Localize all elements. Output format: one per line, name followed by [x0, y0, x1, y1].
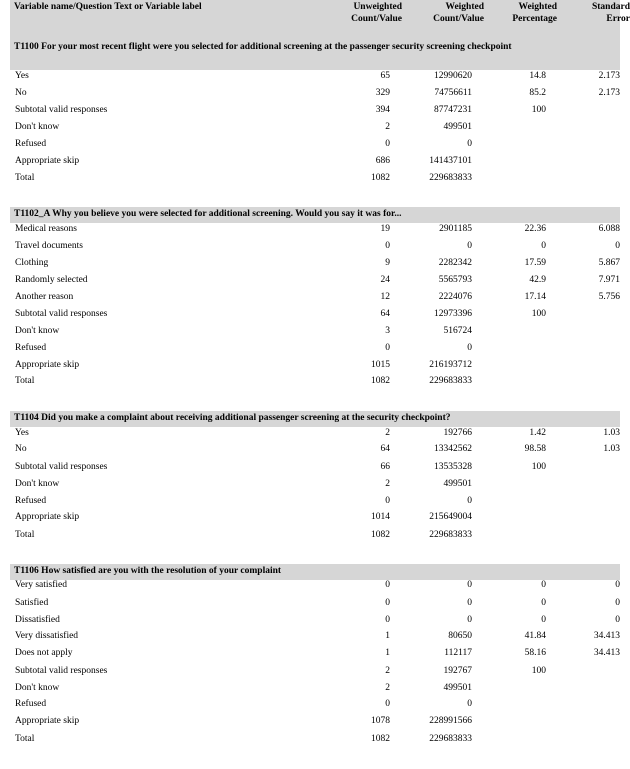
question-t1104 — [10, 411, 620, 427]
unweighted-count: 394 — [375, 105, 390, 115]
table-row — [10, 376, 620, 390]
weighted-percentage: 42.9 — [529, 275, 546, 285]
row-label: Don't know — [15, 683, 60, 693]
weighted-count: 0 — [467, 496, 472, 506]
standard-error: 34.413 — [593, 631, 620, 641]
unweighted-count: 64 — [380, 444, 390, 454]
table-row — [10, 326, 620, 340]
row-label: No — [15, 88, 27, 98]
table-header — [10, 0, 630, 28]
table-row — [10, 734, 620, 748]
weighted-count: 2901185 — [439, 224, 472, 234]
row-label: Randomly selected — [15, 275, 88, 285]
row-label: Total — [15, 530, 35, 540]
table-row — [10, 512, 620, 526]
row-label: Medical reasons — [15, 224, 77, 234]
row-label: Yes — [15, 428, 29, 438]
table-row — [10, 343, 620, 357]
unweighted-count: 66 — [380, 462, 390, 472]
standard-error: 5.867 — [598, 258, 620, 268]
question-title: T1100 For your most recent flight were you selected for additional screening at the passenger security screening checkpoint — [14, 42, 512, 52]
table-row — [10, 683, 620, 697]
row-label: Satisfied — [15, 598, 49, 608]
weighted-count: 216193712 — [429, 360, 472, 370]
row-label: Clothing — [15, 258, 49, 268]
table-row — [10, 122, 620, 136]
question-title: T1106 How satisfied are you with the resolution of your complaint — [14, 566, 282, 576]
row-label: Appropriate skip — [15, 360, 80, 370]
row-label: Yes — [15, 71, 29, 81]
weighted-percentage: 22.36 — [524, 224, 546, 234]
weighted-percentage: 85.2 — [529, 88, 546, 98]
row-label: Refused — [15, 139, 47, 149]
standard-error: 6.088 — [598, 224, 620, 234]
table-row — [10, 648, 620, 662]
unweighted-count: 1015 — [371, 360, 390, 370]
weighted-percentage: 58.16 — [524, 648, 546, 658]
question-title: T1104 Did you make a complaint about receiving additional passenger screening at the security checkpoint? — [14, 413, 451, 423]
weighted-percentage: 0 — [541, 598, 546, 608]
unweighted-count: 0 — [385, 343, 390, 353]
row-label: Subtotal valid responses — [15, 462, 108, 472]
table-row — [10, 105, 620, 119]
table-row — [10, 292, 620, 306]
unweighted-count: 9 — [385, 258, 390, 268]
table-row — [10, 496, 620, 510]
standard-error: 0 — [615, 241, 620, 251]
weighted-count: 0 — [467, 580, 472, 590]
weighted-count: 499501 — [443, 122, 472, 132]
unweighted-count: 1082 — [371, 530, 390, 540]
row-label: Don't know — [15, 479, 60, 489]
standard-error: 0 — [615, 598, 620, 608]
weighted-count: 0 — [467, 615, 472, 625]
table-row — [10, 598, 620, 612]
table-row — [10, 462, 620, 476]
unweighted-count: 65 — [380, 71, 390, 81]
table-row — [10, 716, 620, 730]
unweighted-count: 1 — [385, 648, 390, 658]
unweighted-count: 1014 — [371, 512, 390, 522]
standard-error: 34.413 — [593, 648, 620, 658]
table-row — [10, 428, 620, 442]
row-label: Subtotal valid responses — [15, 666, 108, 676]
weighted-percentage: 1.42 — [529, 428, 546, 438]
row-label: No — [15, 444, 27, 454]
weighted-percentage: 0 — [541, 580, 546, 590]
row-label: Another reason — [15, 292, 74, 302]
unweighted-count: 2 — [385, 428, 390, 438]
unweighted-count: 19 — [380, 224, 390, 234]
unweighted-count: 0 — [385, 241, 390, 251]
weighted-percentage: 17.59 — [524, 258, 546, 268]
unweighted-count: 329 — [375, 88, 390, 98]
weighted-count: 141437101 — [429, 156, 472, 166]
weighted-count: 80650 — [448, 631, 472, 641]
weighted-count: 229683833 — [429, 173, 472, 183]
unweighted-count: 1082 — [371, 376, 390, 386]
standard-error: 2.173 — [598, 88, 620, 98]
weighted-count: 13535328 — [434, 462, 472, 472]
row-label: Subtotal valid responses — [15, 105, 108, 115]
weighted-count: 112117 — [444, 648, 472, 658]
unweighted-count: 2 — [385, 479, 390, 489]
weighted-percentage: 0 — [541, 241, 546, 251]
weighted-count: 229683833 — [429, 734, 472, 744]
question-t1102a — [10, 207, 620, 223]
table-row — [10, 666, 620, 680]
unweighted-count: 1078 — [371, 716, 390, 726]
weighted-count: 13342562 — [434, 444, 472, 454]
table-row — [10, 580, 620, 594]
row-label: Refused — [15, 699, 47, 709]
table-row — [10, 88, 620, 102]
weighted-count: 499501 — [443, 479, 472, 489]
unweighted-count: 0 — [385, 580, 390, 590]
weighted-percentage: 100 — [531, 309, 546, 319]
weighted-percentage: 100 — [531, 105, 546, 115]
unweighted-count: 1082 — [371, 734, 390, 744]
unweighted-count: 0 — [385, 139, 390, 149]
table-row — [10, 275, 620, 289]
row-label: Appropriate skip — [15, 156, 80, 166]
weighted-percentage: 100 — [531, 666, 546, 676]
standard-error: 2.173 — [598, 71, 620, 81]
weighted-percentage: 17.14 — [524, 292, 546, 302]
weighted-count: 0 — [467, 699, 472, 709]
table-row — [10, 699, 620, 713]
weighted-count: 0 — [467, 343, 472, 353]
row-label: Travel documents — [15, 241, 83, 251]
standard-error: 7.971 — [598, 275, 620, 285]
question-t1100 — [10, 28, 620, 70]
unweighted-count: 2 — [385, 666, 390, 676]
weighted-count: 228991566 — [429, 716, 472, 726]
table-row — [10, 258, 620, 272]
weighted-count: 192767 — [443, 666, 472, 676]
row-label: Total — [15, 173, 35, 183]
table-row — [10, 139, 620, 153]
unweighted-count: 0 — [385, 615, 390, 625]
row-label: Dissatisfied — [15, 615, 60, 625]
table-row — [10, 360, 620, 374]
unweighted-count: 2 — [385, 122, 390, 132]
row-label: Refused — [15, 496, 47, 506]
unweighted-count: 12 — [380, 292, 390, 302]
row-label: Subtotal valid responses — [15, 309, 108, 319]
unweighted-count: 0 — [385, 699, 390, 709]
weighted-count: 74756611 — [434, 88, 472, 98]
row-label: Total — [15, 376, 35, 386]
weighted-percentage: 0 — [541, 615, 546, 625]
row-label: Total — [15, 734, 35, 744]
unweighted-count: 1 — [385, 631, 390, 641]
row-label: Refused — [15, 343, 47, 353]
weighted-count: 192766 — [443, 428, 472, 438]
table-row — [10, 224, 620, 238]
header-unweighted: Unweighted Count/Value — [351, 2, 402, 24]
table-row — [10, 444, 620, 458]
weighted-count: 5565793 — [438, 275, 472, 285]
table-row — [10, 309, 620, 323]
weighted-count: 0 — [467, 598, 472, 608]
question-t1106 — [10, 564, 620, 580]
unweighted-count: 24 — [380, 275, 390, 285]
weighted-count: 0 — [467, 139, 472, 149]
question-title: T1102_A Why you believe you were selected for additional screening. Would you say it was for... — [14, 209, 402, 219]
unweighted-count: 0 — [385, 496, 390, 506]
table-row — [10, 631, 620, 645]
standard-error: 1.03 — [603, 428, 620, 438]
weighted-count: 12973396 — [434, 309, 472, 319]
weighted-count: 12990620 — [434, 71, 472, 81]
weighted-count: 229683833 — [429, 376, 472, 386]
table-row — [10, 530, 620, 544]
unweighted-count: 64 — [380, 309, 390, 319]
weighted-percentage: 14.8 — [529, 71, 546, 81]
table-row — [10, 615, 620, 629]
weighted-percentage: 41.84 — [524, 631, 546, 641]
table-row — [10, 156, 620, 170]
row-label: Very dissatisfied — [15, 631, 79, 641]
header-variable-name: Variable name/Question Text or Variable label — [14, 2, 202, 12]
row-label: Don't know — [15, 326, 60, 336]
weighted-count: 87747231 — [434, 105, 472, 115]
unweighted-count: 0 — [385, 598, 390, 608]
standard-error: 5.756 — [598, 292, 620, 302]
row-label: Does not apply — [15, 648, 73, 658]
table-row — [10, 479, 620, 493]
weighted-count: 2282342 — [438, 258, 472, 268]
table-row — [10, 71, 620, 85]
weighted-count: 215649004 — [429, 512, 472, 522]
weighted-count: 516724 — [443, 326, 472, 336]
header-weighted-count: Weighted Count/Value — [433, 2, 484, 24]
weighted-percentage: 100 — [531, 462, 546, 472]
row-label: Don't know — [15, 122, 60, 132]
standard-error: 0 — [615, 580, 620, 590]
row-label: Appropriate skip — [15, 512, 80, 522]
standard-error: 0 — [615, 615, 620, 625]
row-label: Very satisfied — [15, 580, 67, 590]
weighted-percentage: 98.58 — [524, 444, 546, 454]
weighted-count: 2224076 — [438, 292, 472, 302]
weighted-count: 229683833 — [429, 530, 472, 540]
weighted-count: 0 — [467, 241, 472, 251]
header-weighted-percentage: Weighted Percentage — [512, 2, 557, 24]
standard-error: 1.03 — [603, 444, 620, 454]
unweighted-count: 3 — [385, 326, 390, 336]
table-row — [10, 241, 620, 255]
unweighted-count: 2 — [385, 683, 390, 693]
unweighted-count: 686 — [375, 156, 390, 166]
header-standard-error: Standard Error — [591, 2, 630, 24]
table-row — [10, 173, 620, 187]
weighted-count: 499501 — [443, 683, 472, 693]
row-label: Appropriate skip — [15, 716, 80, 726]
unweighted-count: 1082 — [371, 173, 390, 183]
